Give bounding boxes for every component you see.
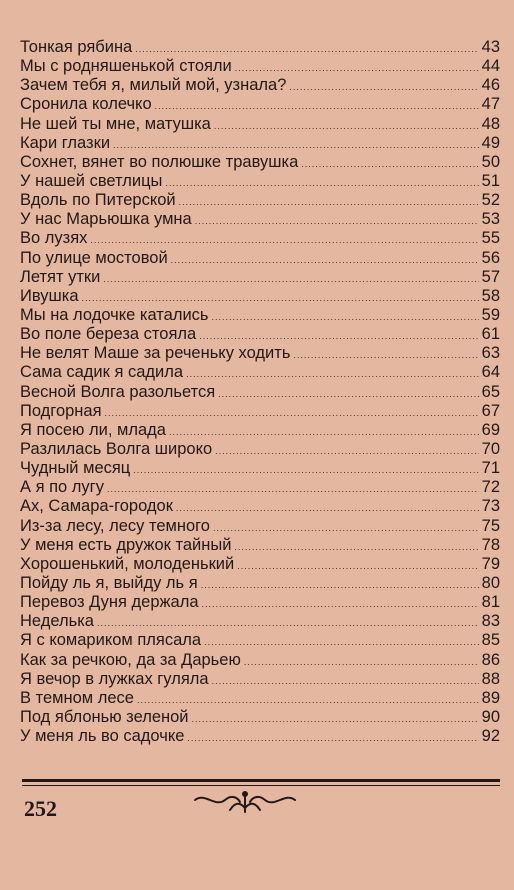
toc-entry-title: Зачем тебя я, милый мой, узнала?	[20, 76, 287, 95]
dot-leader	[234, 538, 478, 557]
dot-leader	[90, 231, 478, 250]
dot-leader	[176, 499, 479, 518]
dot-leader	[107, 480, 479, 499]
toc-entry-page: 50	[481, 152, 500, 171]
dot-leader	[155, 97, 479, 116]
toc-entry	[20, 268, 500, 287]
toc-entry-page: 59	[481, 305, 500, 324]
toc-entry	[20, 210, 500, 229]
toc-entry-page: 67	[481, 401, 500, 420]
toc-entry-page: 55	[481, 229, 500, 248]
toc-entry-title: Не велят Маше за реченьку ходить	[20, 344, 291, 363]
toc-entry	[20, 115, 500, 134]
dot-leader	[218, 385, 478, 404]
dot-leader	[213, 519, 479, 538]
toc-entry-title: Сохнет, вянет во полюшке травушка	[20, 152, 299, 171]
toc-entry-page: 57	[481, 267, 500, 286]
toc-entry-page: 63	[481, 344, 500, 363]
dot-leader	[293, 346, 478, 365]
dot-leader	[137, 691, 479, 710]
toc-entry-title: Ивушка	[20, 286, 79, 305]
dot-leader	[97, 614, 479, 633]
toc-entry-title: Сама садик я садила	[20, 363, 184, 382]
dot-leader	[105, 404, 479, 423]
dot-leader	[212, 308, 479, 327]
toc-entry-page: 80	[481, 573, 500, 592]
dot-leader	[289, 78, 478, 97]
toc-entry-page: 70	[481, 439, 500, 458]
toc-entry-page: 48	[481, 114, 500, 133]
toc-entry	[20, 306, 500, 325]
toc-entry	[20, 536, 500, 555]
toc-entry	[20, 344, 500, 363]
toc-entry	[20, 249, 500, 268]
toc-entry-page: 78	[481, 535, 500, 554]
toc-entry	[20, 727, 500, 746]
toc-entry-title: Перевоз Дуня держала	[20, 593, 199, 612]
toc-entry-title: Как за речкою, да за Дарьею	[20, 650, 241, 669]
toc-entry-page: 79	[481, 554, 500, 573]
toc-entry-title: Во лузях	[20, 229, 88, 248]
toc-entry-title: Мы с родняшенькой стояли	[20, 57, 232, 76]
toc-entry	[20, 708, 500, 727]
toc-entry	[20, 95, 500, 114]
toc-entry-page: 49	[481, 133, 500, 152]
toc-entry-title: Из-за лесу, лесу темного	[20, 516, 210, 535]
dot-leader	[201, 576, 479, 595]
toc-entry-page: 90	[481, 707, 500, 726]
toc-entry-title: Вдоль по Питерской	[20, 191, 176, 210]
toc-entry	[20, 172, 500, 191]
toc-entry-title: Под яблонью зеленой	[20, 707, 189, 726]
toc-entry-title: Хорошенький, молоденький	[20, 554, 235, 573]
page-number: 252	[24, 796, 57, 821]
toc-entry-title: Я с комариком плясала	[20, 631, 202, 650]
toc-entry	[20, 76, 500, 95]
toc-entry-page: 51	[481, 171, 500, 190]
toc-entry	[20, 38, 500, 57]
toc-entry	[20, 325, 500, 344]
toc-entry-page: 58	[481, 286, 500, 305]
toc-entry-title: Весной Волга разольется	[20, 382, 216, 401]
toc-entry	[20, 440, 500, 459]
toc-entry	[20, 57, 500, 76]
dot-leader	[113, 136, 479, 155]
toc-entry-title: Мы на лодочке катались	[20, 305, 209, 324]
toc-entry	[20, 459, 500, 478]
toc-entry	[20, 555, 500, 574]
toc-entry-page: 83	[481, 612, 500, 631]
toc-entry-title: А я по лугу	[20, 478, 104, 497]
toc-entry-title: Чудный месяц	[20, 459, 131, 478]
dot-leader	[187, 729, 478, 748]
dot-leader	[169, 423, 479, 442]
toc-entry	[20, 651, 500, 670]
dot-leader	[192, 710, 479, 729]
toc-entry-page: 88	[481, 669, 500, 688]
toc-entry-page: 44	[481, 57, 500, 76]
toc-entry-page: 61	[481, 325, 500, 344]
toc-entry-page: 46	[481, 76, 500, 95]
dot-leader	[179, 193, 479, 212]
toc-entry	[20, 421, 500, 440]
toc-entry-page: 73	[481, 497, 500, 516]
toc-entry-title: Я вечор в лужках гуляла	[20, 669, 209, 688]
toc-entry-page: 85	[481, 631, 500, 650]
toc-entry	[20, 191, 500, 210]
dot-leader	[204, 633, 479, 652]
toc-entry-page: 47	[481, 95, 500, 114]
dot-leader	[195, 212, 479, 231]
toc-entry-title: У меня есть дружок тайный	[20, 535, 232, 554]
toc-entry-page: 52	[481, 191, 500, 210]
toc-entry	[20, 517, 500, 536]
toc-entry-page: 72	[481, 478, 500, 497]
toc-entry	[20, 631, 500, 650]
toc-entry-page: 53	[481, 210, 500, 229]
dot-leader	[199, 327, 478, 346]
toc-entry-title: Пойду ль я, выйду ль я	[20, 573, 198, 592]
toc-entry-title: У нас Марьюшка умна	[20, 210, 192, 229]
toc-entry-page: 65	[481, 382, 500, 401]
toc-entry-title: По улице мостовой	[20, 248, 168, 267]
dot-leader	[135, 40, 478, 59]
toc-entry-title: Кари глазки	[20, 133, 111, 152]
toc-entry-title: Тонкая рябина	[20, 38, 133, 56]
dot-leader	[244, 653, 479, 672]
toc-entry-title: Я посею ли, млада	[20, 420, 166, 439]
toc-entry-page: 89	[481, 688, 500, 707]
dot-leader	[214, 117, 479, 136]
toc-entry-title: Ах, Самара-городок	[20, 497, 173, 516]
toc-entry-page: 75	[481, 516, 500, 535]
table-of-contents	[20, 38, 500, 746]
toc-entry-title: Сронила колечко	[20, 95, 152, 114]
toc-entry-page: 92	[481, 727, 500, 746]
toc-entry	[20, 612, 500, 631]
toc-entry	[20, 287, 500, 306]
dot-leader	[103, 270, 478, 289]
toc-entry-title: Разлилась Волга широко	[20, 439, 213, 458]
dot-leader	[82, 289, 479, 308]
dot-leader	[301, 155, 478, 174]
toc-entry-page: 64	[481, 363, 500, 382]
dot-leader	[165, 174, 478, 193]
toc-entry-title: Неделька	[20, 612, 94, 631]
toc-entry-page: 86	[481, 650, 500, 669]
toc-entry-title: Летят утки	[20, 267, 101, 286]
toc-entry	[20, 153, 500, 172]
toc-entry-title: У нашей светлицы	[20, 171, 163, 190]
dot-leader	[212, 672, 479, 691]
toc-entry-page: 69	[481, 420, 500, 439]
dot-leader	[202, 595, 479, 614]
toc-entry	[20, 670, 500, 689]
toc-entry-page: 81	[481, 593, 500, 612]
toc-entry	[20, 574, 500, 593]
toc-entry	[20, 383, 500, 402]
toc-entry-title: У меня ль во садочке	[20, 727, 185, 746]
floral-ornament-icon	[190, 788, 300, 818]
toc-entry-title: Не шей ты мне, матушка	[20, 114, 211, 133]
toc-entry	[20, 134, 500, 153]
toc-entry	[20, 689, 500, 708]
toc-entry-page: 71	[481, 459, 500, 478]
dot-leader	[186, 365, 479, 384]
toc-entry	[20, 478, 500, 497]
footer-rule-thick	[22, 779, 500, 782]
toc-entry-page: 43	[481, 38, 500, 56]
toc-entry	[20, 402, 500, 421]
footer-rule-thin	[22, 785, 500, 786]
dot-leader	[237, 557, 478, 576]
toc-entry-title: Подгорная	[20, 401, 102, 420]
toc-entry	[20, 229, 500, 248]
dot-leader	[133, 461, 478, 480]
dot-leader	[235, 59, 479, 78]
dot-leader	[215, 442, 478, 461]
toc-entry	[20, 497, 500, 516]
dot-leader	[171, 251, 479, 270]
toc-entry	[20, 593, 500, 612]
toc-entry-page: 56	[481, 248, 500, 267]
toc-entry-title: В темном лесе	[20, 688, 134, 707]
toc-entry	[20, 363, 500, 382]
toc-entry-title: Во поле береза стояла	[20, 325, 197, 344]
